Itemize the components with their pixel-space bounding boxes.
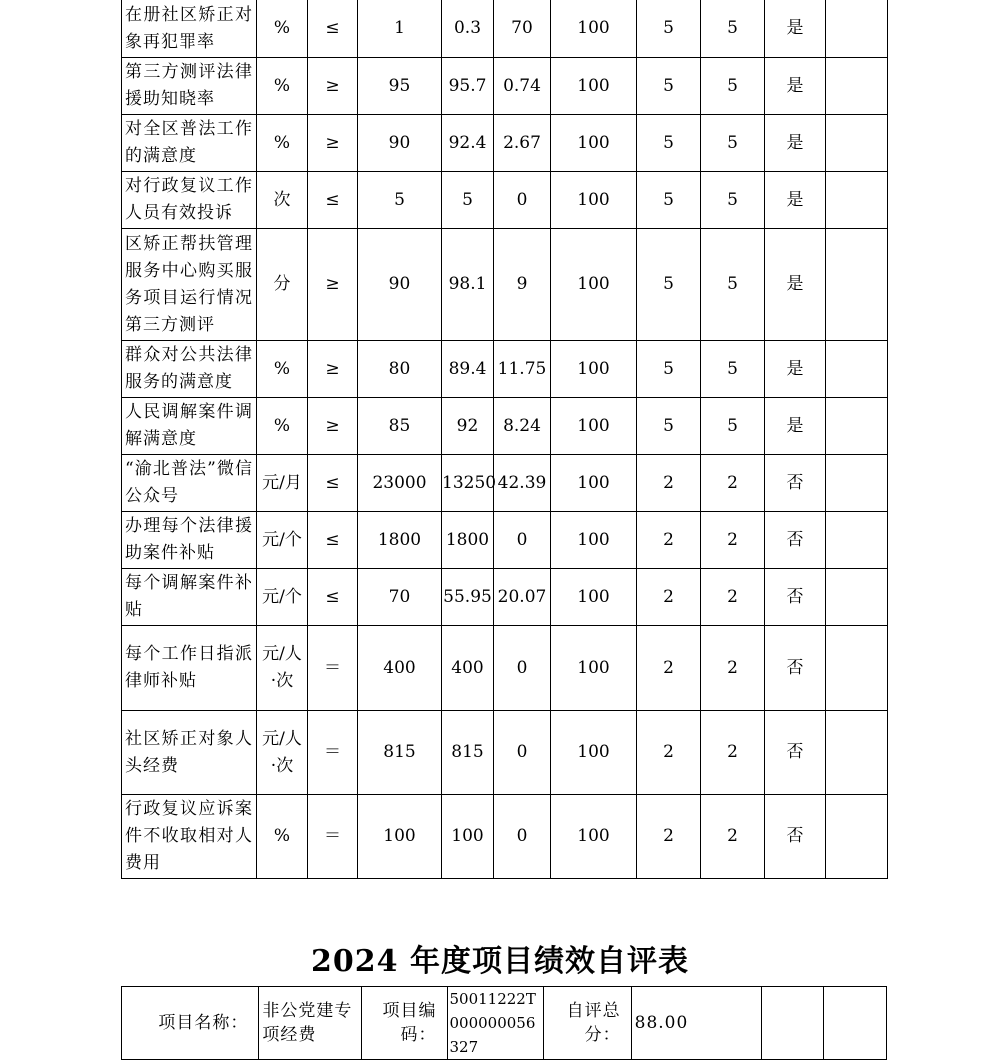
indicator-score: 5 (701, 0, 765, 58)
indicator-rate: 100 (551, 58, 637, 115)
table-row (122, 58, 888, 115)
indicator-weight: 5 (637, 115, 701, 172)
indicator-weight: 5 (637, 0, 701, 58)
table-row (122, 987, 887, 1060)
indicator-name: 在册社区矫正对象再犯罪率 (122, 0, 257, 58)
indicator-name: 办理每个法律援助案件补贴 (122, 512, 257, 569)
indicator-weight: 5 (637, 229, 701, 341)
indicator-score: 2 (701, 569, 765, 626)
indicator-rate: 100 (551, 512, 637, 569)
indicator-target: 95 (358, 58, 442, 115)
indicator-target: 400 (358, 626, 442, 711)
indicator-weight: 2 (637, 626, 701, 711)
indicator-operator: ≤ (308, 0, 358, 58)
indicator-operator: ≤ (308, 512, 358, 569)
project-name-label: 项目名称： (122, 987, 259, 1060)
indicator-score: 2 (701, 455, 765, 512)
indicator-unit: % (257, 795, 308, 879)
indicator-unit: 次 (257, 172, 308, 229)
indicator-rate: 100 (551, 172, 637, 229)
indicator-core: 是 (765, 115, 826, 172)
indicator-note (826, 58, 888, 115)
indicator-target: 815 (358, 711, 442, 795)
indicator-operator: ≤ (308, 569, 358, 626)
indicator-target: 85 (358, 398, 442, 455)
indicator-note (826, 172, 888, 229)
indicator-note (826, 512, 888, 569)
indicator-score: 5 (701, 341, 765, 398)
indicator-deviation: 0.74 (494, 58, 551, 115)
indicator-deviation: 20.07 (494, 569, 551, 626)
project-name-value: 非公党建专项经费 (259, 987, 362, 1060)
indicator-core: 否 (765, 569, 826, 626)
project-code-label: 项目编码： (362, 987, 447, 1060)
indicator-weight: 2 (637, 455, 701, 512)
table-row (122, 172, 888, 229)
indicator-weight: 2 (637, 569, 701, 626)
project-info-table (121, 986, 887, 1060)
indicator-score: 2 (701, 626, 765, 711)
indicator-score: 5 (701, 398, 765, 455)
indicator-unit: % (257, 341, 308, 398)
indicator-unit: % (257, 115, 308, 172)
indicator-rate: 100 (551, 115, 637, 172)
indicator-unit: 分 (257, 229, 308, 341)
empty-cell (823, 987, 886, 1060)
indicator-operator: ≥ (308, 341, 358, 398)
indicator-name: 社区矫正对象人头经费 (122, 711, 257, 795)
indicator-operator: ≥ (308, 398, 358, 455)
indicator-unit: 元/个 (257, 512, 308, 569)
indicator-unit: 元/人·次 (257, 626, 308, 711)
table-row (122, 115, 888, 172)
table-row (122, 626, 888, 711)
indicator-core: 是 (765, 0, 826, 58)
project-code-value: 50011222T000000056327 (447, 987, 544, 1060)
indicator-unit: 元/人·次 (257, 711, 308, 795)
indicator-weight: 2 (637, 795, 701, 879)
table-row (122, 0, 888, 58)
indicator-deviation: 0 (494, 711, 551, 795)
indicator-operator: ≥ (308, 229, 358, 341)
empty-cell (761, 987, 823, 1060)
table-row (122, 455, 888, 512)
indicator-rate: 100 (551, 0, 637, 58)
indicator-note (826, 229, 888, 341)
indicator-core: 是 (765, 229, 826, 341)
indicator-weight: 5 (637, 172, 701, 229)
indicator-deviation: 0 (494, 795, 551, 879)
indicator-weight: 2 (637, 512, 701, 569)
indicator-note (826, 455, 888, 512)
indicator-deviation: 0 (494, 172, 551, 229)
indicator-rate: 100 (551, 626, 637, 711)
indicator-operator: ＝ (308, 626, 358, 711)
indicator-target: 70 (358, 569, 442, 626)
indicator-core: 否 (765, 795, 826, 879)
indicator-rate: 100 (551, 569, 637, 626)
indicator-actual: 13250 (442, 455, 494, 512)
indicator-operator: ≤ (308, 172, 358, 229)
indicator-target: 1 (358, 0, 442, 58)
indicator-name: 对行政复议工作人员有效投诉 (122, 172, 257, 229)
table-row (122, 711, 888, 795)
indicator-actual: 92.4 (442, 115, 494, 172)
indicator-rate: 100 (551, 711, 637, 795)
indicator-actual: 95.7 (442, 58, 494, 115)
indicator-note (826, 341, 888, 398)
indicator-deviation: 8.24 (494, 398, 551, 455)
indicator-note (826, 398, 888, 455)
indicator-score: 5 (701, 58, 765, 115)
self-score-label: 自评总分： (544, 987, 631, 1060)
indicator-core: 是 (765, 58, 826, 115)
indicator-rate: 100 (551, 341, 637, 398)
indicator-target: 90 (358, 115, 442, 172)
indicator-target: 5 (358, 172, 442, 229)
indicator-operator: ＝ (308, 711, 358, 795)
indicator-target: 80 (358, 341, 442, 398)
indicator-unit: % (257, 58, 308, 115)
indicator-name: 对全区普法工作的满意度 (122, 115, 257, 172)
indicator-deviation: 2.67 (494, 115, 551, 172)
indicator-core: 否 (765, 512, 826, 569)
indicator-core: 是 (765, 398, 826, 455)
indicator-target: 23000 (358, 455, 442, 512)
indicator-unit: 元/月 (257, 455, 308, 512)
indicator-name: 第三方测评法律援助知晓率 (122, 58, 257, 115)
indicator-weight: 2 (637, 711, 701, 795)
table-row (122, 398, 888, 455)
indicator-deviation: 42.39 (494, 455, 551, 512)
indicator-name: 人民调解案件调解满意度 (122, 398, 257, 455)
indicator-actual: 815 (442, 711, 494, 795)
indicator-target: 1800 (358, 512, 442, 569)
table-row (122, 569, 888, 626)
indicator-actual: 92 (442, 398, 494, 455)
indicator-deviation: 0 (494, 512, 551, 569)
indicator-table (121, 0, 888, 879)
table-row (122, 229, 888, 341)
indicator-actual: 98.1 (442, 229, 494, 341)
indicator-name: 区矫正帮扶管理服务中心购买服务项目运行情况第三方测评 (122, 229, 257, 341)
indicator-score: 2 (701, 795, 765, 879)
indicator-target: 100 (358, 795, 442, 879)
indicator-operator: ≥ (308, 58, 358, 115)
indicator-name: 群众对公共法律服务的满意度 (122, 341, 257, 398)
indicator-core: 是 (765, 172, 826, 229)
indicator-rate: 100 (551, 455, 637, 512)
indicator-deviation: 70 (494, 0, 551, 58)
indicator-core: 是 (765, 341, 826, 398)
indicator-score: 2 (701, 711, 765, 795)
indicator-actual: 400 (442, 626, 494, 711)
indicator-actual: 5 (442, 172, 494, 229)
indicator-unit: % (257, 0, 308, 58)
indicator-note (826, 0, 888, 58)
indicator-name: 行政复议应诉案件不收取相对人费用 (122, 795, 257, 879)
indicator-actual: 89.4 (442, 341, 494, 398)
indicator-deviation: 9 (494, 229, 551, 341)
indicator-core: 否 (765, 711, 826, 795)
table-row (122, 341, 888, 398)
indicator-name: 每个工作日指派律师补贴 (122, 626, 257, 711)
indicator-note (826, 795, 888, 879)
indicator-note (826, 115, 888, 172)
indicator-actual: 100 (442, 795, 494, 879)
indicator-score: 5 (701, 172, 765, 229)
indicator-unit: 元/个 (257, 569, 308, 626)
indicator-score: 2 (701, 512, 765, 569)
indicator-note (826, 569, 888, 626)
indicator-score: 5 (701, 229, 765, 341)
report-title: 2024 年度项目绩效自评表 (311, 944, 689, 979)
indicator-name: “渝北普法”微信公众号 (122, 455, 257, 512)
indicator-rate: 100 (551, 795, 637, 879)
indicator-note (826, 711, 888, 795)
indicator-deviation: 0 (494, 626, 551, 711)
indicator-score: 5 (701, 115, 765, 172)
indicator-core: 否 (765, 626, 826, 711)
indicator-rate: 100 (551, 398, 637, 455)
table-row (122, 795, 888, 879)
indicator-deviation: 11.75 (494, 341, 551, 398)
indicator-target: 90 (358, 229, 442, 341)
indicator-weight: 5 (637, 58, 701, 115)
indicator-actual: 0.3 (442, 0, 494, 58)
indicator-operator: ≤ (308, 455, 358, 512)
self-score-value: 88.00 (631, 987, 761, 1060)
indicator-core: 否 (765, 455, 826, 512)
indicator-unit: % (257, 398, 308, 455)
indicator-note (826, 626, 888, 711)
indicator-operator: ≥ (308, 115, 358, 172)
indicator-operator: ＝ (308, 795, 358, 879)
indicator-actual: 55.95 (442, 569, 494, 626)
indicator-actual: 1800 (442, 512, 494, 569)
table-row (122, 512, 888, 569)
indicator-weight: 5 (637, 341, 701, 398)
indicator-weight: 5 (637, 398, 701, 455)
indicator-name: 每个调解案件补贴 (122, 569, 257, 626)
indicator-rate: 100 (551, 229, 637, 341)
